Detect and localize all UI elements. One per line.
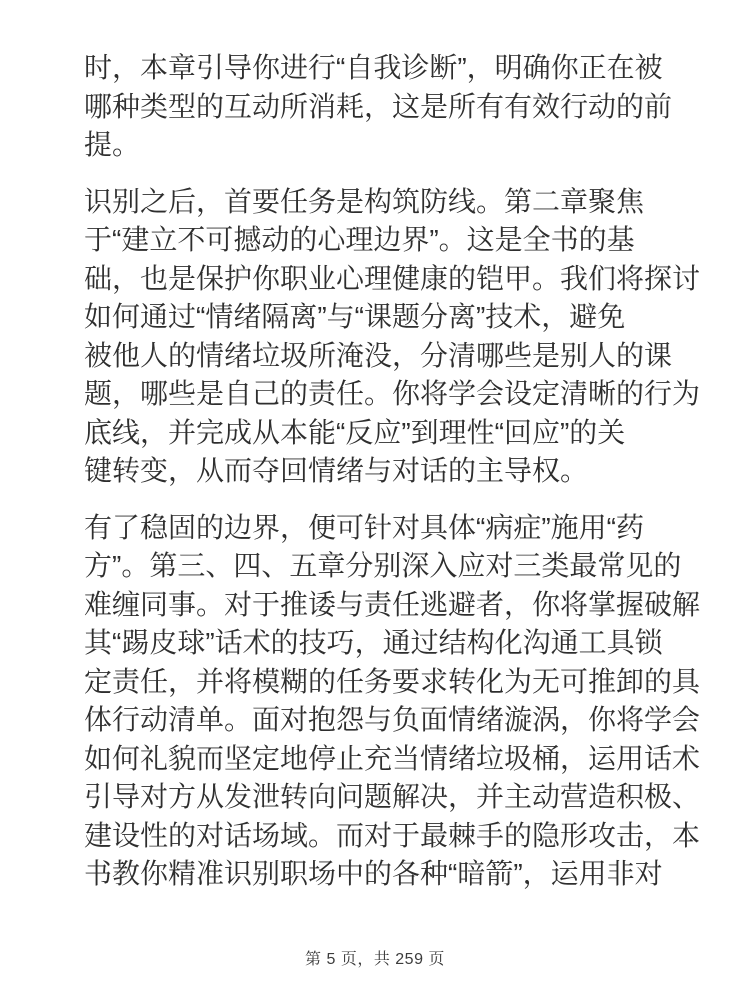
text-line: 题，哪些是自己的责任。你将学会设定清晰的行为 [84,378,701,409]
text-line: 难缠同事。对于推诿与责任逃避者，你将掌握破解 [84,588,701,620]
text-line: 于“建立不可撼动的心理边界”。这是全书的基 [84,224,635,255]
text-line: 识别之后，首要任务是构筑防线。第二章聚焦 [84,185,645,217]
text-line: 时，本章引导你进行“自我诊断”，明确你正在被 [84,52,663,83]
text-line: 被他人的情绪垃圾所淹没，分清哪些是别人的课 [84,339,673,371]
text-line: 础，也是保护你职业心理健康的铠甲。我们将探讨 [84,262,701,294]
text-line: 引导对方从发泄转向问题解决，并主动营造积极、 [84,781,701,812]
text-line: 体行动清单。面对抱怨与负面情绪漩涡，你将学会 [84,704,701,735]
text-line: 底线，并完成从本能“反应”到理性“回应”的关 [84,416,626,448]
text-line: 定责任，并将模糊的任务要求转化为无可推卸的具 [84,665,701,697]
text-line: 其“踢皮球”话术的技巧，通过结构化沟通工具锁 [84,627,663,658]
document-body [84,49,701,912]
text-line: 提。 [84,129,141,160]
text-line: 书教你精准识别职场中的各种“暗箭”，运用非对 [84,858,663,889]
paragraph [84,49,674,165]
text-line: 如何礼貌而坚定地停止充当情绪垃圾桶，运用话术 [84,742,701,774]
text-line: 哪种类型的互动所消耗，这是所有有效行动的前 [84,90,673,122]
text-line: 有了稳固的边界，便可针对具体“病症”施用“药 [84,511,644,543]
text-line: 键转变，从而夺回情绪与对话的主导权。 [84,455,589,486]
text-line: 如何通过“情绪隔离”与“课题分离”技术，避免 [84,301,626,332]
page-indicator: 第 5 页，共 259 页 [305,951,445,968]
text-line: 方”。第三、四、五章分别深入应对三类最常见的 [84,550,682,581]
text-line: 建设性的对话场域。而对于最棘手的隐形攻击，本 [84,819,701,851]
paragraph [84,509,701,894]
paragraph [84,183,701,491]
